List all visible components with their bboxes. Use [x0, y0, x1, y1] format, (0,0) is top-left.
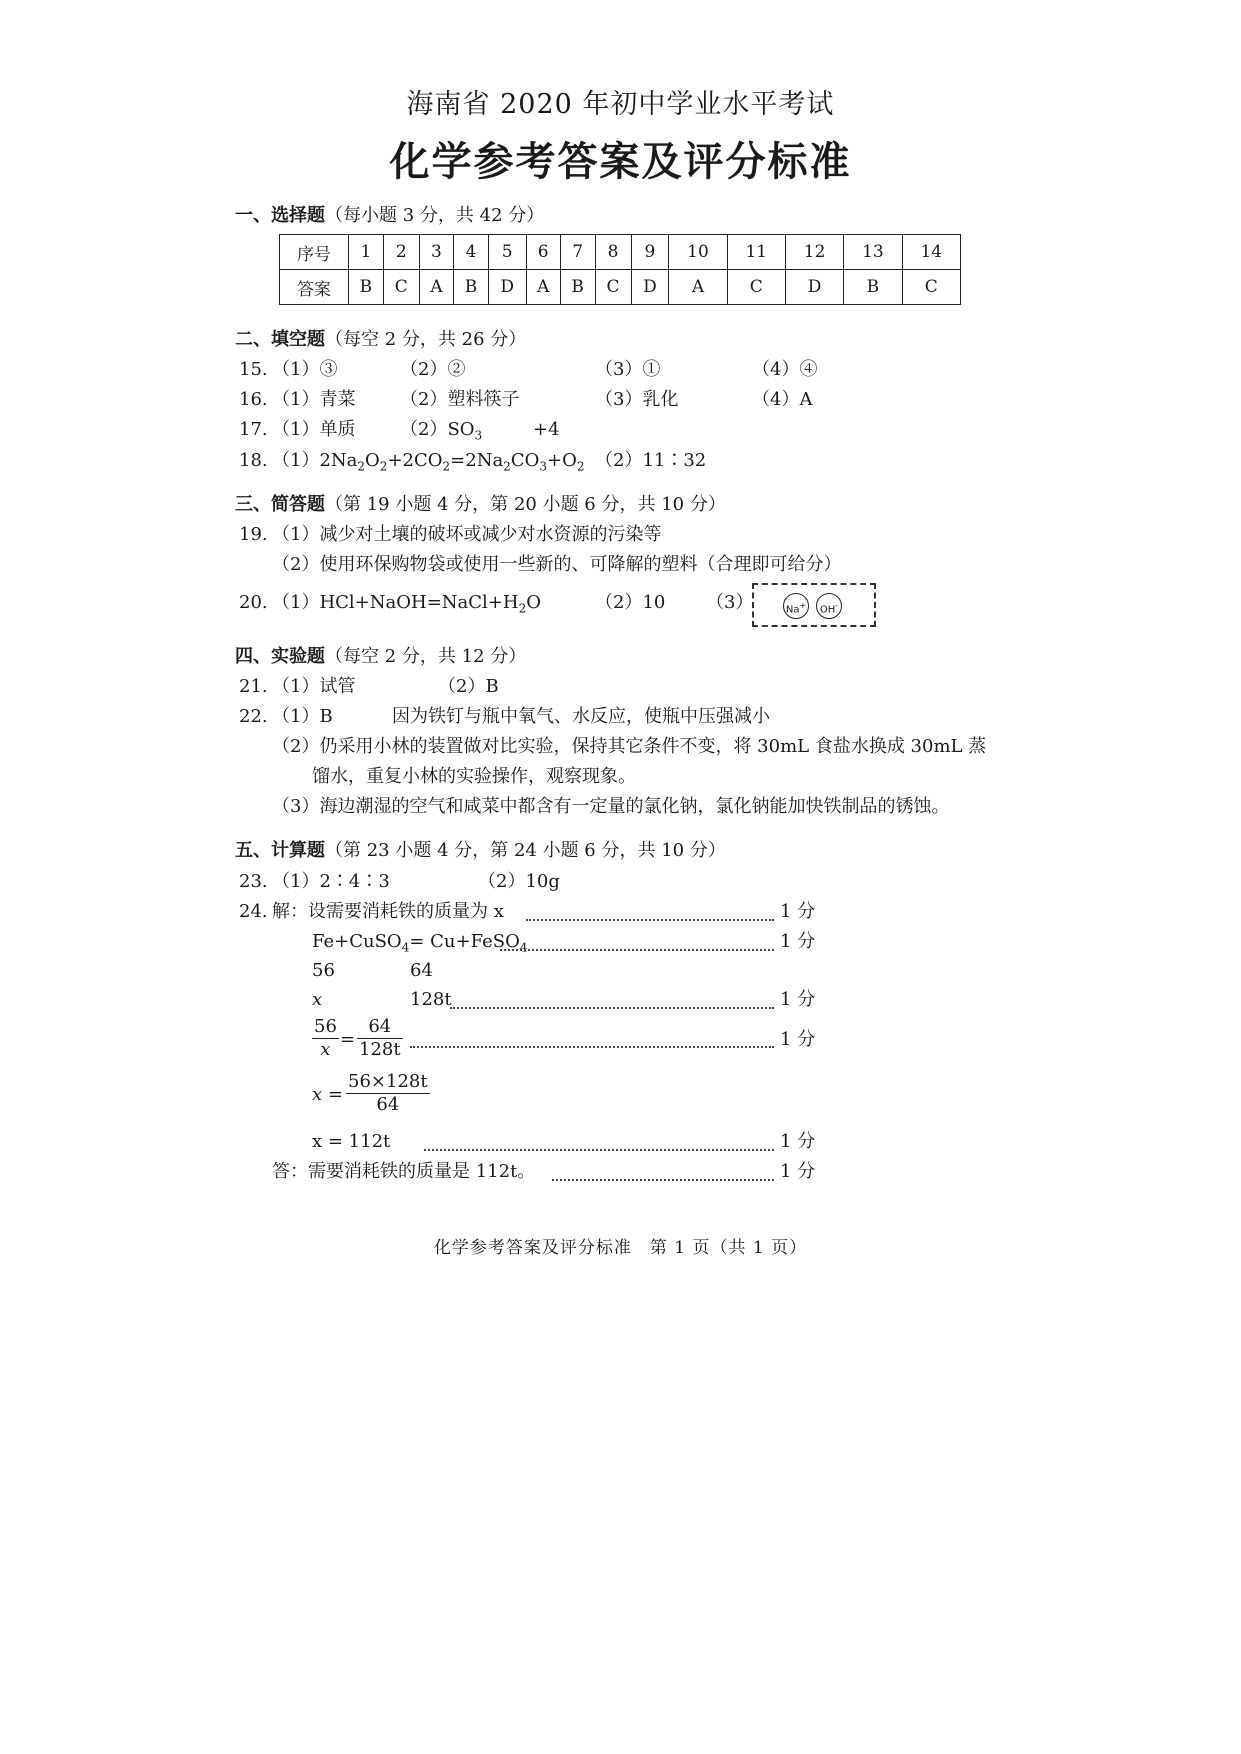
q15-number: 15.: [239, 359, 268, 380]
table-cell: 11: [727, 235, 785, 270]
dot-leader: [424, 1149, 774, 1151]
value-128t: 128t: [410, 989, 452, 1010]
table-cell: 13: [844, 235, 902, 270]
x-equals: x =: [312, 1084, 343, 1105]
q22-answer-3: （3）海边潮湿的空气和咸菜中都含有一定量的氯化钠，氯化钠能加快铁制品的锈蚀。: [272, 796, 950, 817]
q17-answer-2-formula: （2）SO: [400, 419, 475, 440]
section3-note: （第 19 小题 4 分，第 20 小题 6 分，共 10 分）: [325, 494, 726, 515]
q18-answer-2: （2）11∶32: [595, 450, 707, 471]
dot-leader: [500, 949, 774, 951]
fraction-denominator: 128t: [359, 1039, 401, 1060]
subscript: 3: [474, 428, 483, 443]
q16-answer-1: （1）青菜: [272, 389, 356, 410]
ion-diagram-box: [752, 583, 876, 627]
table-cell: C: [727, 270, 785, 305]
q16-number: 16.: [239, 389, 268, 410]
q17-answer-1: （1）单质: [272, 419, 356, 440]
q16-answer-3: （3）乳化: [595, 389, 679, 410]
q15-answer-3: （3）①: [595, 359, 661, 380]
q17-valence: +4: [533, 419, 560, 440]
q24-number: 24.: [239, 901, 268, 922]
page-footer: 化学参考答案及评分标准 第 1 页（共 1 页）: [433, 1238, 808, 1258]
table-cell: 12: [785, 235, 843, 270]
table-cell: B: [349, 270, 384, 305]
table-cell: B: [844, 270, 902, 305]
fraction-numerator: 64: [357, 1016, 403, 1039]
q20-equation: $(1)HCl+NaOH=NaCl+H_2O$: [272, 592, 541, 616]
section2-heading: 二、填空题: [235, 329, 325, 350]
q20-answer-3-label: （3）: [706, 592, 754, 613]
section5-heading: 五、计算题: [235, 840, 325, 861]
q22-answer-1: （1）B: [272, 706, 333, 727]
table-cell: A: [669, 270, 727, 305]
table-cell: B: [560, 270, 595, 305]
section5-header: [235, 839, 726, 863]
section4-header: [235, 645, 526, 669]
section1-heading: 一、选择题: [235, 205, 325, 226]
q19-answer-1: （1）减少对土壤的破坏或减少对水资源的污染等: [272, 524, 662, 545]
q21-number: 21.: [239, 676, 268, 697]
q15-answer-1: （1）③: [272, 359, 338, 380]
q23-answer-1: （1）2∶4∶3: [272, 871, 390, 892]
q24-setup: 解：设需要消耗铁的质量为 x: [272, 901, 504, 922]
section3-heading: 三、简答题: [235, 494, 325, 515]
q16-answer-2: （2）塑料筷子: [400, 389, 520, 410]
q24-result: x = 112t: [312, 1131, 391, 1152]
q19-answer-2: （2）使用环保购物袋或使用一些新的、可降解的塑料（合理即可给分）: [272, 554, 842, 575]
q18-answer-1-label: （1）: [272, 450, 320, 471]
q15-answer-4: （4）④: [752, 359, 818, 380]
table-cell: B: [454, 270, 489, 305]
q20-number: 20.: [239, 592, 268, 613]
fraction-denominator: 64: [376, 1094, 400, 1115]
mass-fe: 56: [312, 960, 335, 981]
ion-label: OH: [819, 604, 836, 616]
q19-number: 19.: [239, 524, 268, 545]
q16-answer-4: （4）A: [752, 389, 813, 410]
table-cell: A: [526, 270, 560, 305]
q20-answer-1-label: （1）: [272, 592, 320, 613]
fraction-numerator: 56: [314, 1016, 337, 1037]
table-cell: A: [419, 270, 453, 305]
ion-label: Na: [785, 604, 800, 616]
q21-answer-2: （2）B: [438, 676, 499, 697]
q18-number: 18.: [239, 450, 268, 471]
dot-leader: [552, 1179, 774, 1181]
table-row-numbers: [280, 235, 961, 270]
section4-heading: 四、实验题: [235, 646, 325, 667]
page-title: 化学参考答案及评分标准: [389, 139, 852, 185]
table-cell: C: [383, 270, 419, 305]
section4-note: （每空 2 分，共 12 分）: [325, 646, 527, 667]
q20-answer-2: （2）10: [595, 592, 666, 613]
q24-equation: Fe+CuSO$_4$= Cu+FeSO$_4$: [312, 931, 528, 955]
hydroxide-ion-icon: [816, 593, 842, 619]
dot-leader: [526, 919, 774, 921]
section3-header: [235, 493, 726, 517]
multiple-choice-table: [279, 234, 961, 305]
q22-answer-2-line2: 馏水，重复小林的实验操作，观察现象。: [312, 766, 636, 787]
table-cell: 10: [669, 235, 727, 270]
section1-header: [235, 204, 544, 228]
row-label-answer: 答案: [280, 270, 349, 305]
ion-charge: -: [835, 601, 839, 610]
fraction-numerator: 56×128t: [348, 1071, 428, 1092]
table-cell: 1: [349, 235, 384, 270]
q22-number: 22.: [239, 706, 268, 727]
q21-answer-1: （1）试管: [272, 676, 356, 697]
q23-answer-2: （2）10g: [478, 871, 560, 892]
equation-right: = Cu+FeSO: [409, 931, 520, 952]
score-label: 1 分: [780, 989, 816, 1010]
q24-final-answer: 答：需要消耗铁的质量是 112t。: [272, 1161, 536, 1182]
dot-leader: [410, 1046, 774, 1048]
sodium-ion-icon: [783, 593, 809, 619]
table-cell: 5: [488, 235, 526, 270]
mass-cu: 64: [410, 960, 433, 981]
table-cell: 3: [419, 235, 453, 270]
dot-leader: [450, 1007, 774, 1009]
table-cell: 8: [595, 235, 631, 270]
exam-title: 海南省 2020 年初中学业水平考试: [406, 89, 835, 120]
q15-answer-2: （2）②: [400, 359, 466, 380]
q17-answer-2: [400, 418, 482, 448]
table-cell: D: [631, 270, 669, 305]
row-label-index: 序号: [280, 235, 349, 270]
table-cell: C: [902, 270, 960, 305]
fraction-56-over-x: [312, 1016, 339, 1061]
table-cell: 7: [560, 235, 595, 270]
table-cell: D: [785, 270, 843, 305]
table-cell: D: [488, 270, 526, 305]
table-cell: 6: [526, 235, 560, 270]
table-cell: C: [595, 270, 631, 305]
score-label: 1 分: [780, 901, 816, 922]
var-x: x: [312, 989, 323, 1010]
table-cell: 9: [631, 235, 669, 270]
section1-note: （每小题 3 分，共 42 分）: [325, 205, 545, 226]
score-label: 1 分: [780, 931, 816, 952]
section2-note: （每空 2 分，共 26 分）: [325, 329, 527, 350]
score-label: 1 分: [780, 1131, 816, 1152]
fraction-calculation: [346, 1071, 430, 1116]
score-label: 1 分: [780, 1161, 816, 1182]
section2-header: [235, 328, 526, 352]
fraction-denominator: x: [320, 1039, 331, 1060]
section5-note: （第 23 小题 4 分，第 24 小题 6 分，共 10 分）: [325, 840, 726, 861]
q23-number: 23.: [239, 871, 268, 892]
table-cell: 14: [902, 235, 960, 270]
score-label: 1 分: [780, 1029, 816, 1050]
fraction-64-over-128t: [357, 1016, 403, 1061]
table-row-answers: [280, 270, 961, 305]
q22-answer-2-line1: （2）仍采用小林的装置做对比实验，保持其它条件不变，将 30mL 食盐水换成 30mL 蒸: [272, 736, 987, 757]
table-cell: 2: [383, 235, 419, 270]
equals-sign: =: [340, 1029, 356, 1050]
ion-charge: +: [799, 601, 807, 610]
table-cell: 4: [454, 235, 489, 270]
equation-left: Fe+CuSO: [312, 931, 402, 952]
q22-answer-1-reason: 因为铁钉与瓶中氧气、水反应，使瓶中压强减小: [392, 706, 770, 727]
q18-equation: $(1)2Na_2O_2+2CO_2=2Na_2CO_3+O_2$: [272, 450, 585, 474]
q17-number: 17.: [239, 419, 268, 440]
